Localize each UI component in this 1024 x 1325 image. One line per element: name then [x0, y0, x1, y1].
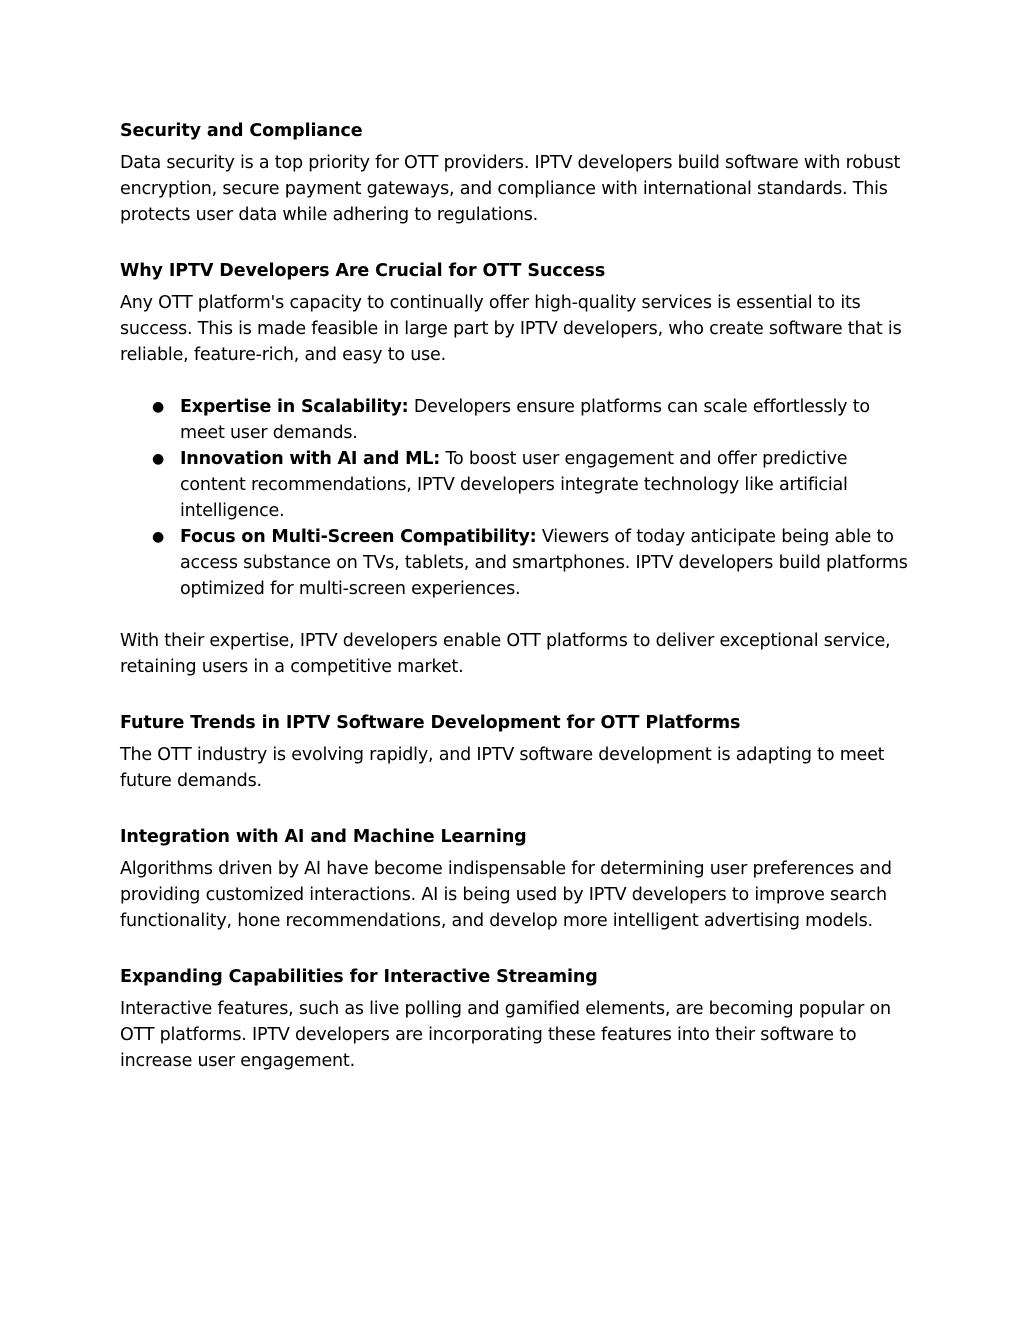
bullet-dot: ● [152, 451, 165, 467]
why-closing-paragraph: With their expertise, IPTV developers enable OTT platforms to deliver exceptional service, retaining users in a competitive market. [120, 631, 891, 677]
interactive-paragraph: Interactive features, such as live polling and gamified elements, are becoming popular on OTT platforms. IPTV developers are incorporating these features into their software to increase user engagement. [120, 999, 891, 1071]
bullet-dot: ● [152, 529, 165, 545]
future-heading: Future Trends in IPTV Software Development for OTT Platforms [120, 713, 741, 733]
ai-heading: Integration with AI and Machine Learning [120, 827, 527, 847]
bullet-text: Developers ensure platforms can scale effortlessly to meet user demands. [180, 397, 870, 443]
bullet-term: Focus on Multi-Screen Compatibility: [180, 527, 537, 547]
bullet-item [120, 394, 910, 446]
security-paragraph: Data security is a top priority for OTT providers. IPTV developers build software with robust encryption, secure payment gateways, and compliance with international standards. This protects user data while adhering to regulations. [120, 153, 901, 225]
bullet-text: Viewers of today anticipate being able to access substance on TVs, tablets, and smartphones. IPTV developers build platforms optimized for multi-screen experiences. [180, 527, 908, 599]
why-heading: Why IPTV Developers Are Crucial for OTT Success [120, 261, 606, 281]
document-page [120, 118, 910, 1074]
ai-paragraph: Algorithms driven by AI have become indispensable for determining user preferences and providing customized interactions. AI is being used by IPTV developers to improve search functionality, hone recommendations, and develop more intelligent advertising models. [120, 859, 892, 931]
bullet-term: Innovation with AI and ML: [180, 449, 441, 469]
interactive-heading: Expanding Capabilities for Interactive Streaming [120, 967, 598, 987]
future-paragraph: The OTT industry is evolving rapidly, and IPTV software development is adapting to meet future demands. [120, 745, 885, 791]
why-bullet-list [120, 394, 910, 602]
bullet-dot: ● [152, 399, 165, 415]
security-heading: Security and Compliance [120, 121, 363, 141]
bullet-term: Expertise in Scalability: [180, 397, 409, 417]
why-paragraph: Any OTT platform's capacity to continually offer high-quality services is essential to its success. This is made feasible in large part by IPTV developers, who create software that is reliable, feature-rich, and easy to use. [120, 293, 902, 365]
bullet-item [120, 524, 910, 602]
bullet-item [120, 446, 910, 524]
bullet-text: To boost user engagement and offer predictive content recommendations, IPTV developers integrate technology like artificial intelligence. [180, 449, 848, 521]
